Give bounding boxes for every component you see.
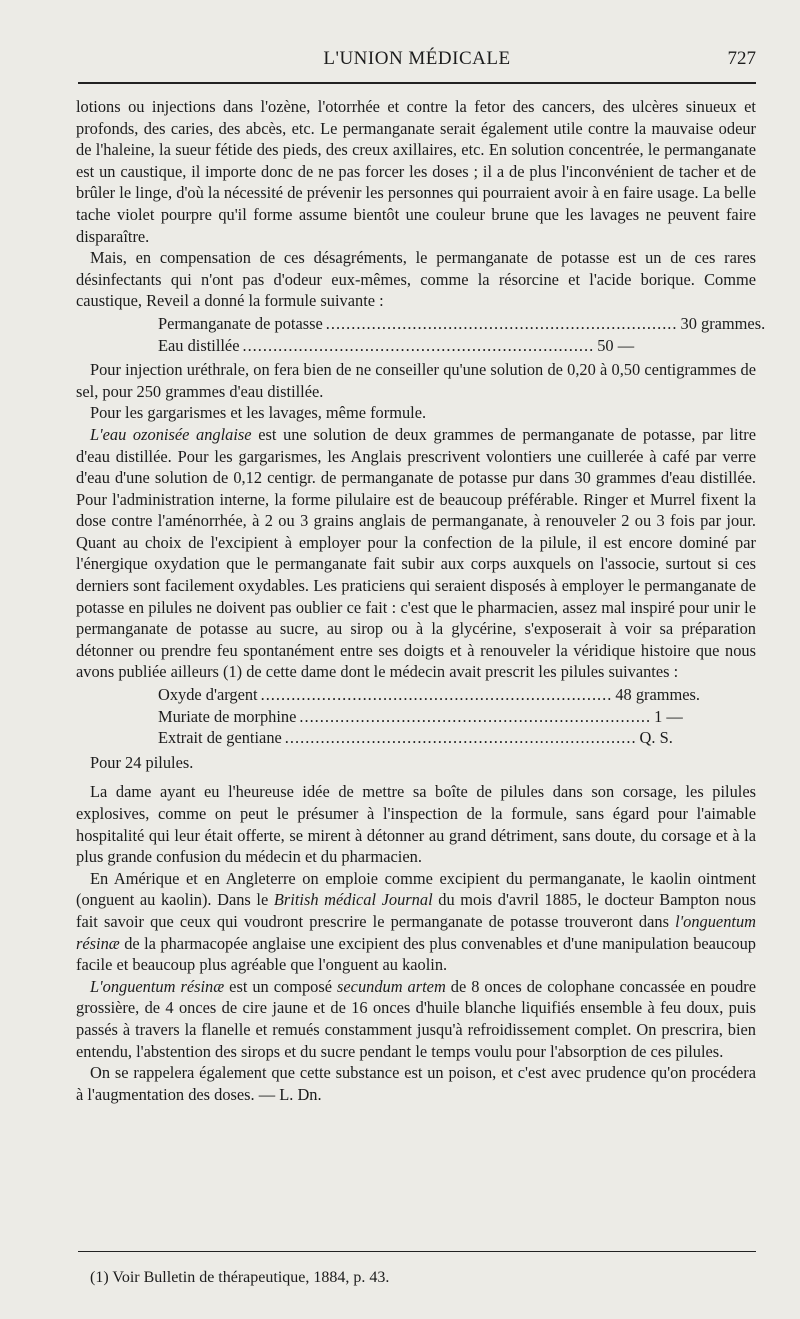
italic-term: secundum artem (337, 976, 446, 996)
paragraph: L'eau ozonisée anglaise est une solution de deux grammes de permanganate de potasse, par litre d'eau distillée. Pour les gargarismes, les Anglais prescrivent volontiers une cuillerée à café par verre d'eau d'une solution de 0,12 centigr. de permanganate de potasse pur dans 30 grammes d'eau distillée. Pour l'administration interne, la forme pilulaire est de beaucoup préférable. Ringer et Murrel fixent la dose contre l'aménorrhée, à 2 ou 3 grains anglais de permanganate, à renouveler 2 ou 3 fois par jour. Quant au choix de l'excipient à employer pour la confection de la pilule, il est encore dominé par l'énergique oxydation que le permanganate fait subir aux corps auxquels on l'associe, surtout si ces derniers sont facilement oxydables. Les praticiens qui seraient disposés à employer le permanganate de potasse en pilules ne doivent pas oublier ce fait : c'est que le pharmacien, assez mal inspiré pour unir le permanganate de potasse au sucre, au sirop ou à la glycérine, s'exposerait à voir sa préparation détonner ou prendre feu spontanément entre ses doigts et à renouveler la véridique histoire que nous avons publiée ailleurs (1) de cette dame dont le médecin avait prescrit les pilules suivantes : (76, 424, 756, 682)
leader-dots: ..................................................................... (299, 706, 652, 726)
paragraph: lotions ou injections dans l'ozène, l'otorrhée et contre la fetor des cancers, des ulcères sinueux et profonds, des caries, des abcès, etc. Le permanganate serait également utile contre la mauvaise odeur de l'haleine, la sueur fétide des pieds, des creux axillaires, etc. En solution concentrée, le permanganate est un caustique, il importe donc de ne pas forcer les doses ; il a de plus l'inconvénient de tacher et de brûler le linge, d'où la nécessité de prévenir les personnes qui pourraient avoir à en faire usage. La belle tache violet pourpre qu'il forme assume bientôt une couleur brune que les lavages ne peuvent faire disparaître. (76, 97, 756, 246)
article-body (76, 96, 766, 1105)
italic-term: L'eau ozonisée anglaise (90, 424, 252, 444)
paragraph: En Amérique et en Angleterre on emploie comme excipient du permanganate, le kaolin ointment (onguent au kaolin). Dans le British médical Journal du mois d'avril 1885, le docteur Bampton nous fait savoir que ceux qui voudront prescrire le permanganate de potasse trouveront dans l'onguentum résinæ de la pharmacopée anglaise une excipient des plus convenables et d'une manipulation beaucoup facile et beaucoup plus agréable que l'onguent au kaolin. (76, 868, 756, 975)
paragraph: Pour injection uréthrale, on fera bien de ne conseiller qu'une solution de 0,20 à 0,50 centigrammes de sel, pour 250 grammes d'eau distillée. (76, 360, 756, 401)
ingredient-quantity: 30 grammes. (680, 313, 766, 333)
ingredient-quantity: Q. S. (639, 728, 673, 748)
pills-count: Pour 24 pilules. (90, 752, 194, 772)
ingredient-name: Muriate de morphine (158, 706, 297, 726)
formula-line (158, 335, 635, 357)
ingredient-quantity: 48 grammes. (615, 685, 701, 705)
formula-line (158, 313, 766, 335)
italic-term: British médical Journal (273, 890, 433, 910)
paragraph: On se rappelera également que cette substance est un poison, et c'est avec prudence qu'on procédera à l'augmentation des doses. — L. Dn. (76, 1063, 756, 1104)
formula-line (158, 727, 673, 749)
page-number: 727 (727, 48, 756, 69)
ingredient-name: Oxyde d'argent (158, 685, 258, 705)
italic-term: l'onguentum résinæ (76, 911, 756, 953)
formula-explosive-pills (158, 684, 701, 749)
ingredient-name: Extrait de gentiane (158, 728, 282, 748)
page-header (78, 48, 756, 82)
leader-dots: ..................................................................... (284, 728, 637, 748)
running-title: L'UNION MÉDICALE (323, 48, 511, 69)
paragraph: Mais, en compensation de ces désagréments, le permanganate de potasse est un de ces rares désinfectants qui n'ont pas d'odeur eux-mêmes, comme la résorcine et l'acide borique. Comme caustique, Reveil a donné la formule suivante : (76, 248, 756, 311)
ingredient-quantity: 50 — (597, 335, 635, 355)
italic-term: L'onguentum résinæ (90, 976, 225, 996)
ingredient-quantity: 1 — (654, 706, 683, 726)
leader-dots: ..................................................................... (242, 335, 595, 355)
ingredient-name: Permanganate de potasse (158, 313, 323, 333)
header-rule (78, 82, 756, 84)
footnote-rule (78, 1251, 756, 1252)
formula-line (158, 684, 701, 706)
footnote: (1) Voir Bulletin de thérapeutique, 1884, p. 43. (90, 1269, 390, 1286)
ingredient-name: Eau distillée (158, 335, 240, 355)
formula-line (158, 706, 683, 728)
paragraph: La dame ayant eu l'heureuse idée de mettre sa boîte de pilules dans son corsage, les pilules explosives, comme on peut le présumer à l'inspection de la formule, sans égard pour l'aimable hospitalité qui leur était offerte, se mirent à détonner au grand détriment, sans doute, du corsage et à la plus grande confusion du médecin et du pharmacien. (76, 782, 756, 867)
leader-dots: ..................................................................... (260, 685, 613, 705)
formula-reveil (158, 313, 766, 356)
leader-dots: ..................................................................... (325, 313, 678, 333)
paragraph: Pour les gargarismes et les lavages, même formule. (90, 403, 427, 423)
paragraph: L'onguentum résinæ est un composé secundum artem de 8 onces de colophane concassée en poudre grossière, de 4 onces de cire jaune et de 16 onces d'huile blanche liquifiés ensemble à feu doux, puis passés à travers la flanelle et remués constamment jusqu'à refroidissement complet. On prescrira, bien entendu, l'abstention des sirops et du sucre pendant le temps voulu pour l'absorption de ces pilules. (76, 976, 757, 1061)
